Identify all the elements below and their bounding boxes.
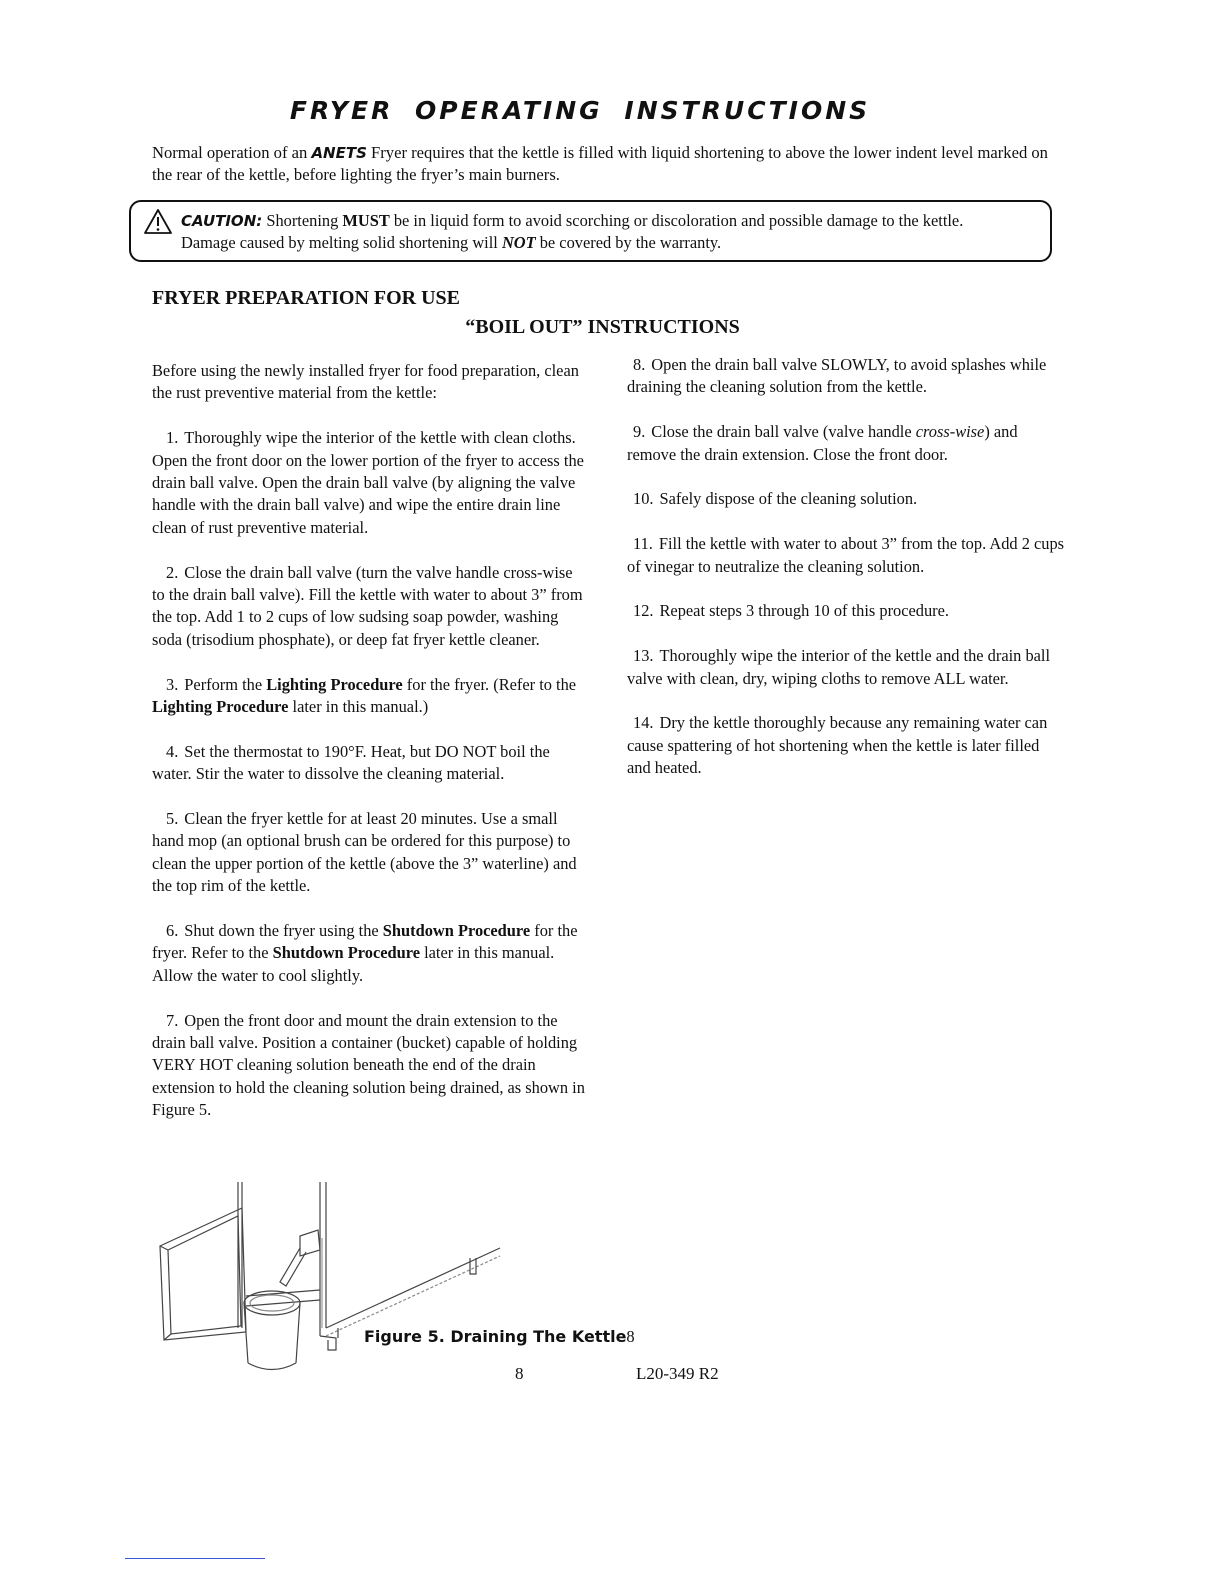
caution-text-1: Shortening <box>262 211 343 230</box>
page-title: FRYER OPERATING INSTRUCTIONS <box>289 96 871 125</box>
step-number: 4. <box>166 741 179 761</box>
step-2 <box>152 562 588 652</box>
intro-text-after: Fryer requires that the kettle is filled with liquid shortening to above the lower indent level marked on the rear of the kettle, before lighting the fryer’s main burners. <box>152 143 1048 184</box>
intro-paragraph <box>152 142 1052 186</box>
step-text: Open the drain ball valve SLOWLY, to avoid splashes while draining the cleaning solution from the kettle. <box>627 355 1047 397</box>
step-italic: cross-wise <box>915 422 985 442</box>
step-number: 14. <box>633 713 654 733</box>
document-code: L20-349 R2 <box>636 1364 719 1383</box>
step-6 <box>152 920 588 987</box>
step-9 <box>627 421 1067 466</box>
step-10 <box>627 488 1067 510</box>
step-1 <box>152 427 588 539</box>
step-number: 12. <box>633 601 654 621</box>
step-emphasis: Lighting Procedure <box>152 697 289 717</box>
step-12 <box>627 600 1067 622</box>
step-number: 10. <box>633 489 654 509</box>
step-text: Fill the kettle with water to about 3” from the top. Add 2 cups of vinegar to neutralize the cleaning solution. <box>627 534 1065 576</box>
caution-text-4: be covered by the warranty. <box>535 233 722 252</box>
step-text: later in this manual. Allow the water to cool slightly. <box>152 943 555 985</box>
step-number: 6. <box>166 921 179 941</box>
figure-caption <box>364 1327 635 1347</box>
step-number: 11. <box>633 534 653 554</box>
caution-text <box>181 210 1061 254</box>
step-text: Safely dispose of the cleaning solution. <box>659 489 918 509</box>
step-text: for the fryer. (Refer to the <box>402 674 577 694</box>
step-14 <box>627 712 1067 779</box>
step-4 <box>152 741 588 786</box>
caution-must: MUST <box>342 211 390 230</box>
figure-caption-text: Figure 5. Draining The Kettle <box>364 1327 627 1346</box>
fryer-drain-illustration <box>150 1178 510 1378</box>
step-text: Set the thermostat to 190°F. Heat, but DO NOT boil the water. Stir the water to dissolve the cleaning material. <box>152 741 550 784</box>
step-11 <box>627 533 1067 578</box>
step-text: Close the drain ball valve (valve handle <box>651 422 916 442</box>
step-emphasis: Lighting Procedure <box>266 674 403 694</box>
caution-text-2: be in liquid form to avoid scorching or discoloration and possible damage to the kettle. <box>389 211 964 230</box>
step-number: 3. <box>166 674 179 694</box>
step-text: Repeat steps 3 through 10 of this procedure. <box>659 601 950 621</box>
brand-name: ANETS <box>311 144 367 162</box>
page-number: 8 <box>515 1364 524 1383</box>
step-text: later in this manual.) <box>288 697 429 717</box>
caution-label: CAUTION: <box>181 212 263 230</box>
right-column <box>627 354 1067 802</box>
step-3 <box>152 674 588 719</box>
left-intro: Before using the newly installed fryer for food preparation, clean the rust preventive material from the kettle: <box>152 361 579 403</box>
step-text: Close the drain ball valve (turn the valve handle cross-wise to the drain ball valve). Fill the kettle with water to about 3” from the top. Add 1 to 2 cups of low sudsing soap powder, washing soda (trisodium phosphate), or deep fat fryer kettle cleaner. <box>152 562 583 649</box>
step-number: 7. <box>166 1010 179 1030</box>
step-text: for the fryer. Refer to the <box>152 921 578 963</box>
left-column <box>152 360 588 1144</box>
step-text: Open the front door and mount the drain extension to the drain ball valve. Position a container (bucket) capable of holding VERY HOT cleaning solution beneath the end of the drain extension to hold the cleaning solution being drained, as shown in Figure 5. <box>152 1010 585 1120</box>
step-text: Perform the <box>184 674 267 694</box>
step-text: Thoroughly wipe the interior of the kettle and the drain ball valve with clean, dry, wiping cloths to remove ALL water. <box>627 646 1051 688</box>
step-text: ) and remove the drain extension. Close the front door. <box>627 422 1018 464</box>
step-number: 9. <box>633 422 646 442</box>
intro-text-before: Normal operation of an <box>152 143 312 162</box>
section-heading: FRYER PREPARATION FOR USE <box>152 287 461 309</box>
step-number: 8. <box>633 355 646 374</box>
step-emphasis: Shutdown Procedure <box>272 943 420 963</box>
step-13 <box>627 645 1067 690</box>
step-8 <box>627 354 1067 399</box>
step-text: Shut down the fryer using the <box>184 921 383 941</box>
step-number: 13. <box>633 646 654 666</box>
caution-text-3: Damage caused by melting solid shortening will <box>181 233 502 252</box>
caution-not: NOT <box>501 233 536 252</box>
step-5 <box>152 808 588 898</box>
step-text: Dry the kettle thoroughly because any remaining water can cause spattering of hot shortening when the kettle is later filled and heated. <box>627 713 1048 778</box>
sub-heading: “BOIL OUT” INSTRUCTIONS <box>465 316 740 338</box>
step-emphasis: Shutdown Procedure <box>382 921 531 941</box>
step-number: 2. <box>166 562 179 582</box>
warning-triangle-icon <box>143 208 173 236</box>
step-number: 5. <box>166 809 179 829</box>
step-text: Thoroughly wipe the interior of the kettle with clean cloths. Open the front door on the lower portion of the fryer to access the drain ball valve. Open the drain ball valve (by aligning the valve handle with the drain ball valve) and wipe the entire drain line clean of rust preventive material. <box>152 428 584 537</box>
caution-box <box>129 200 1052 262</box>
bottom-rule <box>125 1558 265 1559</box>
step-7 <box>152 1010 588 1122</box>
step-text: Clean the fryer kettle for at least 20 minutes. Use a small hand mop (an optional brush can be ordered for this purpose) to clean the upper portion of the kettle (above the 3” waterline) and the top rim of the kettle. <box>152 809 577 896</box>
figure-caption-suffix: 8 <box>626 1327 635 1346</box>
step-number: 1. <box>166 428 179 448</box>
